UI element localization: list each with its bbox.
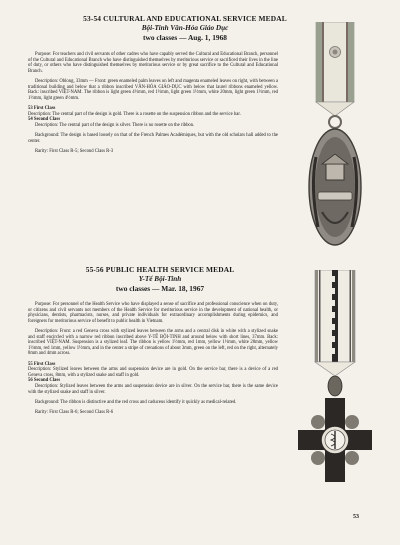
section-header: [40, 265, 280, 293]
rarity-line: Rarity: First Class R-6; Second Class R-6: [35, 409, 114, 415]
ribbon: [315, 270, 355, 376]
section-title: 55-56 PUBLIC HEALTH SERVICE MEDAL: [85, 265, 235, 274]
second-class-label: 54 Second Class: [28, 117, 61, 123]
medal-cross: [298, 398, 372, 482]
health-medal-image: [298, 270, 372, 510]
section-header: [60, 14, 310, 42]
cultural-medal-image: [296, 22, 374, 254]
section-classes: two classes — Mar. 18, 1967: [115, 284, 205, 293]
ribbon: [316, 22, 354, 116]
first-class-label: 53 First Class: [28, 105, 56, 111]
medal-body: [309, 129, 361, 245]
background-paragraph: Background: The ribbon is distinctive and the red cross and caduceus identify it quickly as medical-related.: [35, 399, 237, 405]
second-class-text: Description: Stylized leaves between the arms and suspension device are in silver. On the service bar, there is the same device with the stylized snake and staff in silver.: [28, 383, 278, 395]
second-class-label: 56 Second Class: [28, 378, 61, 384]
section-cultural-body: [28, 52, 278, 159]
description-paragraph: Description: Oblong, 33mm — Front: green enameled palm leaves on left and magenta enameled leaves on right, with between a traditional building and below that a ribbon inscribed VĂN-HÓA GIÁO-DỤC with below that laurel ribbons enameled yellow. Back: inscribed VIỆT-NAM. The ribbon is light green 4½mm, red 1½mm, light green 1½mm, white 20mm, light green 1½mm, red 1½mm, light green 4½mm.: [28, 78, 278, 101]
rarity-line: Rarity: First Class R-5; Second Class R-3: [35, 148, 114, 154]
background-paragraph: Background: The design is based loosely on that of the French Palmes Académiques, but with the old scholars hall added to the center.: [28, 132, 278, 144]
section-subtitle: Bội-Tinh Văn-Hóa Giáo Dục: [141, 24, 229, 32]
first-class-label: 55 First Class: [28, 361, 56, 367]
second-class-text: Description: The central part of the design is silver. There is no rosette on the ribbon.: [35, 122, 195, 128]
section-classes: two classes — Aug. 1, 1968: [143, 33, 227, 42]
page-number: 53: [353, 514, 359, 520]
first-class-text: Description: The central part of the design is gold. There is a rosette on the suspension ribbon and the service bar.: [28, 111, 241, 117]
description-paragraph: Description: Front: a red Geneva cross with stylized leaves between the arms and a central disk in white with a stylized snake and staff encircled with a narrow red ribbon inscribed above Y-TẾ BỘI-TINH and around below with short lines, 37mm. Back: inscribed VIỆT-NAM. Suspension is a stylized leaf. The ribbon is yellow 1½mm, red 1mm, yellow 1½mm, white 28mm, yellow 1½mm, red 1mm, yellow 1½mm, and in the center a stripe of crenations of about 3mm, green on the left, red on the right, alternately 8mm and 4mm across.: [28, 328, 278, 357]
section-title: 53-54 CULTURAL AND EDUCATIONAL SERVICE MEDAL: [83, 14, 287, 23]
purpose-paragraph: Purpose: For personnel of the Health Service who have displayed a sense of sacrifice and professional conscience when on duty, or citizens and civil servants not members of the Health Service for meritorious service in the development of national health, or physicians, dentists, pharmacists, nurses, and private individuals for extraordinary accomplishments during epidemics, and foreigners for meritorious service of benefit to public health in Vietnam.: [28, 302, 278, 324]
section-health-body: [28, 302, 278, 420]
first-class-text: Description: Stylized leaves between the arms and suspension device are in gold. On the service bar, there is a device of a red Geneva cross, 8mm, with a stylized snake and staff in gold.: [28, 367, 278, 378]
purpose-paragraph: Purpose: For teachers and civil servants of other cadres who have capably served the Cultural and Educational Branch, personnel of the Cultural and Educational Branch who have distinguished themselves by meritorious service or sacrificed their lives in the line of duty, or others who have distinguished themselves by meritorious service or by great sacrifice to the Cultural and Educational Branch.: [28, 52, 278, 74]
section-subtitle: Y-Tế Bội-Tinh: [138, 275, 182, 283]
